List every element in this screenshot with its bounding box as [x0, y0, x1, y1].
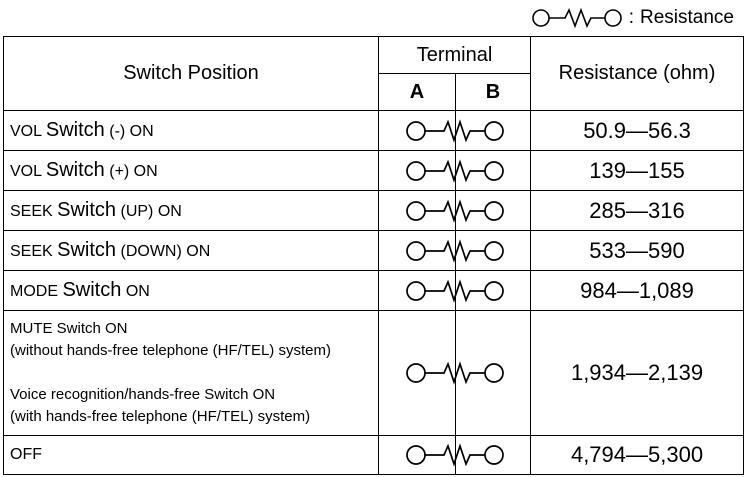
- header-terminal-a: A: [379, 74, 456, 111]
- resistance-value: 285—316: [531, 191, 744, 231]
- table-row: [4, 151, 744, 191]
- header-terminal: Terminal: [379, 37, 531, 74]
- switch-position-cell: [4, 271, 379, 311]
- terminal-cell: [379, 191, 531, 231]
- terminal-cell: [379, 311, 531, 436]
- switch-suffix: (-) ON: [109, 123, 154, 140]
- resistance-value: 139—155: [531, 151, 744, 191]
- switch-position-cell: [4, 231, 379, 271]
- switch-prefix: SEEK: [10, 243, 53, 260]
- switch-suffix: ON: [125, 283, 150, 300]
- table-row: [4, 231, 744, 271]
- switch-suffix: (UP) ON: [120, 203, 182, 220]
- resistance-table: [3, 36, 744, 475]
- table-row: [4, 111, 744, 151]
- header-resistance: Resistance (ohm): [531, 37, 744, 111]
- switch-position-cell: [4, 111, 379, 151]
- resistance-value: 984—1,089: [531, 271, 744, 311]
- switch-prefix: VOL: [10, 163, 42, 180]
- legend-label: Resistance: [640, 7, 734, 28]
- resistor-icon: [405, 443, 505, 467]
- switch-position-cell: [4, 311, 379, 436]
- resistor-icon: [405, 199, 505, 223]
- legend: [531, 6, 734, 30]
- legend-separator: :: [628, 7, 634, 28]
- switch-word: Switch: [45, 159, 105, 181]
- table-row: [4, 191, 744, 231]
- switch-word: Switch: [62, 279, 122, 301]
- resistor-icon: [405, 279, 505, 303]
- table-row: [4, 271, 744, 311]
- switch-word: Switch: [45, 119, 105, 141]
- resistor-icon: [405, 159, 505, 183]
- resistance-value: 50.9—56.3: [531, 111, 744, 151]
- table-row: [4, 436, 744, 475]
- switch-word: Switch: [57, 199, 117, 221]
- switch-suffix: (DOWN) ON: [120, 243, 211, 260]
- resistance-value: 1,934—2,139: [531, 311, 744, 436]
- voice-switch-label: Voice recognition/hands-free Switch ON: [10, 386, 276, 403]
- header-switch-position: Switch Position: [4, 37, 379, 111]
- switch-word: Switch: [57, 239, 117, 261]
- table-row: [4, 311, 744, 436]
- mute-switch-label: MUTE Switch ON: [10, 320, 128, 337]
- terminal-cell: [379, 151, 531, 191]
- resistance-value: 4,794—5,300: [531, 436, 744, 475]
- resistance-value: 533—590: [531, 231, 744, 271]
- switch-position-cell: [4, 151, 379, 191]
- header-terminal-b: B: [456, 74, 531, 111]
- terminal-cell: [379, 436, 531, 475]
- switch-prefix: MODE: [10, 283, 58, 300]
- switch-suffix: (+) ON: [109, 163, 158, 180]
- resistor-icon: [405, 119, 505, 143]
- switch-position-cell: [4, 191, 379, 231]
- resistor-icon: [405, 361, 505, 385]
- voice-switch-condition: (with hands-free telephone (HF/TEL) system): [10, 408, 311, 425]
- resistor-icon: [531, 7, 623, 29]
- terminal-cell: [379, 271, 531, 311]
- switch-position-cell: [4, 436, 379, 475]
- terminal-cell: [379, 111, 531, 151]
- off-label: OFF: [10, 446, 42, 463]
- terminal-cell: [379, 231, 531, 271]
- switch-prefix: VOL: [10, 123, 42, 140]
- switch-prefix: SEEK: [10, 203, 53, 220]
- mute-switch-condition: (without hands-free telephone (HF/TEL) system): [10, 342, 331, 359]
- resistor-icon: [405, 239, 505, 263]
